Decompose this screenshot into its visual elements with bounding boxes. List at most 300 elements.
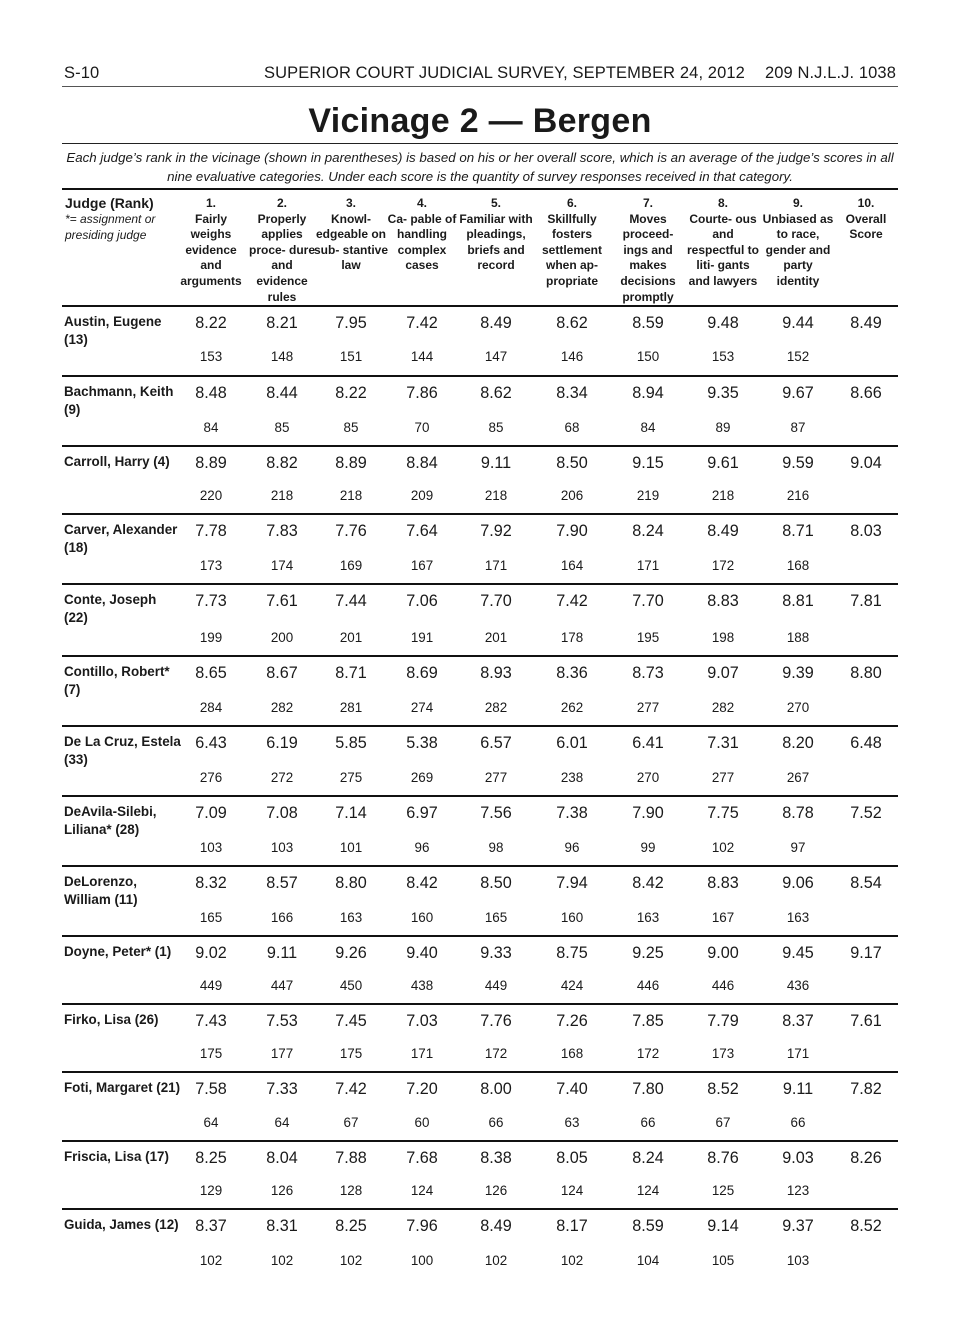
response-count: 163 (636, 910, 660, 925)
response-count: 198 (711, 630, 735, 645)
score-cell: 7.53 (266, 1012, 298, 1030)
score-cell: 8.69 (406, 664, 438, 682)
score-cell: 9.33 (480, 944, 512, 962)
score-cell: 9.44 (782, 314, 814, 332)
column-header (829, 196, 903, 243)
response-count: 277 (711, 770, 735, 785)
response-count: 152 (786, 349, 810, 364)
response-count: 102 (339, 1253, 363, 1268)
response-count: 153 (711, 349, 735, 364)
judge-name: Conte, Joseph (22) (64, 592, 157, 625)
intro-paragraph: Each judge’s rank in the vicinage (shown in parentheses) is based on his or her overall score, which is an average of the judge’s scores in all nine evaluative categories. Under each score is the quantity of survey responses received in that category. (66, 150, 894, 184)
response-count: 70 (414, 420, 430, 435)
response-count: 67 (343, 1115, 359, 1130)
response-count: 147 (484, 349, 508, 364)
column-label: Overall Score (845, 211, 887, 242)
response-count: 218 (270, 488, 294, 503)
response-count: 97 (790, 840, 806, 855)
response-count: 270 (786, 700, 810, 715)
table-row (62, 937, 898, 1005)
column-label: Ca- pable of handling complex cases (387, 211, 457, 273)
score-cell: 8.48 (195, 384, 227, 402)
response-count: 436 (786, 978, 810, 993)
score-cell: 7.78 (195, 522, 227, 540)
response-count: 165 (199, 910, 223, 925)
score-cell: 8.24 (632, 1149, 664, 1167)
score-cell: 8.76 (707, 1149, 739, 1167)
judge-name: Austin, Eugene (13) (64, 314, 162, 347)
column-label: Moves proceed- ings and makes decisions promptly (620, 211, 676, 304)
response-count: 167 (410, 558, 434, 573)
response-count: 424 (560, 978, 584, 993)
score-cell: 8.62 (480, 384, 512, 402)
response-count: 102 (484, 1253, 508, 1268)
response-count: 164 (560, 558, 584, 573)
response-count: 277 (484, 770, 508, 785)
score-cell: 8.83 (707, 874, 739, 892)
score-cell: 8.20 (782, 734, 814, 752)
score-cell: 8.05 (556, 1149, 588, 1167)
score-cell: 6.01 (556, 734, 588, 752)
column-label: Skillfully fosters settlement when ap- propriate (541, 211, 603, 288)
score-cell: 8.44 (266, 384, 298, 402)
score-cell: 6.43 (195, 734, 227, 752)
score-cell: 7.68 (406, 1149, 438, 1167)
score-cell: 8.57 (266, 874, 298, 892)
score-cell: 7.20 (406, 1080, 438, 1098)
response-count: 102 (711, 840, 735, 855)
judge-name: DeAvila-Silebi, Liliana* (28) (64, 804, 157, 837)
response-count: 175 (339, 1046, 363, 1061)
response-count: 89 (715, 420, 731, 435)
response-count: 218 (484, 488, 508, 503)
response-count: 284 (199, 700, 223, 715)
column-label: Unbiased as to race, gender and party identity (762, 211, 834, 288)
score-cell: 8.42 (632, 874, 664, 892)
response-count: 146 (560, 349, 584, 364)
judge-name: Doyne, Peter* (1) (64, 944, 172, 959)
score-cell: 6.57 (480, 734, 512, 752)
score-cell: 7.33 (266, 1080, 298, 1098)
response-count: 96 (564, 840, 580, 855)
overall-score: 8.54 (850, 874, 882, 892)
overall-score: 8.49 (850, 314, 882, 332)
score-cell: 8.25 (195, 1149, 227, 1167)
score-cell: 8.93 (480, 664, 512, 682)
judge-name: Friscia, Lisa (17) (64, 1149, 169, 1164)
table-row (62, 515, 898, 585)
response-count: 129 (199, 1183, 223, 1198)
score-cell: 7.70 (480, 592, 512, 610)
column-number: 3. (345, 196, 356, 210)
response-count: 172 (484, 1046, 508, 1061)
judge-name: Bachmann, Keith (9) (64, 384, 174, 417)
response-count: 151 (339, 349, 363, 364)
score-cell: 9.03 (782, 1149, 814, 1167)
column-number: 2. (276, 196, 287, 210)
response-count: 262 (560, 700, 584, 715)
score-cell: 8.00 (480, 1080, 512, 1098)
overall-score: 6.48 (850, 734, 882, 752)
score-cell: 7.09 (195, 804, 227, 822)
score-cell: 7.43 (195, 1012, 227, 1030)
response-count: 160 (410, 910, 434, 925)
response-count: 126 (484, 1183, 508, 1198)
score-cell: 8.82 (266, 454, 298, 472)
table-row (62, 307, 898, 377)
response-count: 67 (715, 1115, 731, 1130)
score-cell: 7.64 (406, 522, 438, 540)
score-cell: 9.14 (707, 1217, 739, 1235)
response-count: 209 (410, 488, 434, 503)
overall-score: 8.52 (850, 1217, 882, 1235)
response-count: 175 (199, 1046, 223, 1061)
response-count: 126 (270, 1183, 294, 1198)
column-label: Properly applies proce- dure and evidence rules (248, 211, 315, 304)
score-cell: 7.75 (707, 804, 739, 822)
score-cell: 7.26 (556, 1012, 588, 1030)
score-cell: 7.06 (406, 592, 438, 610)
score-cell: 8.62 (556, 314, 588, 332)
column-label: Fairly weighs evidence and arguments (180, 211, 242, 288)
response-count: 150 (636, 349, 660, 364)
response-count: 282 (711, 700, 735, 715)
response-count: 169 (339, 558, 363, 573)
column-header (686, 196, 760, 290)
judge-name: Firko, Lisa (26) (64, 1012, 159, 1027)
column-number: 7. (642, 196, 653, 210)
response-count: 64 (274, 1115, 290, 1130)
response-count: 173 (199, 558, 223, 573)
response-count: 148 (270, 349, 294, 364)
response-count: 66 (790, 1115, 806, 1130)
response-count: 87 (790, 420, 806, 435)
score-cell: 8.34 (556, 384, 588, 402)
response-count: 98 (488, 840, 504, 855)
score-cell: 8.42 (406, 874, 438, 892)
publication-line: SUPERIOR COURT JUDICIAL SURVEY, SEPTEMBER 24, 2012 (264, 64, 745, 82)
score-cell: 9.11 (266, 944, 298, 962)
score-cell: 6.19 (266, 734, 298, 752)
score-cell: 8.04 (266, 1149, 298, 1167)
score-cell: 8.89 (335, 454, 367, 472)
score-cell: 8.22 (195, 314, 227, 332)
judge-name: Contillo, Robert* (7) (64, 664, 170, 697)
column-number: 9. (792, 196, 803, 210)
response-count: 160 (560, 910, 584, 925)
response-count: 163 (339, 910, 363, 925)
score-cell: 7.58 (195, 1080, 227, 1098)
score-cell: 8.59 (632, 314, 664, 332)
response-count: 200 (270, 630, 294, 645)
response-count: 103 (199, 840, 223, 855)
score-cell: 9.59 (782, 454, 814, 472)
column-number: 6. (566, 196, 577, 210)
response-count: 206 (560, 488, 584, 503)
response-count: 219 (636, 488, 660, 503)
score-cell: 8.65 (195, 664, 227, 682)
response-count: 446 (636, 978, 660, 993)
response-count: 191 (410, 630, 434, 645)
response-count: 171 (484, 558, 508, 573)
column-number: 8. (717, 196, 728, 210)
response-count: 105 (711, 1253, 735, 1268)
response-count: 218 (711, 488, 735, 503)
score-cell: 9.00 (707, 944, 739, 962)
score-cell: 8.94 (632, 384, 664, 402)
score-cell: 7.42 (556, 592, 588, 610)
response-count: 128 (339, 1183, 363, 1198)
overall-score: 8.26 (850, 1149, 882, 1167)
table-row (62, 585, 898, 657)
response-count: 195 (636, 630, 660, 645)
score-cell: 8.32 (195, 874, 227, 892)
response-count: 281 (339, 700, 363, 715)
score-cell: 8.80 (335, 874, 367, 892)
score-cell: 7.40 (556, 1080, 588, 1098)
score-cell: 7.61 (266, 592, 298, 610)
score-cell: 9.25 (632, 944, 664, 962)
judge-name: Guida, James (12) (64, 1217, 179, 1232)
score-cell: 9.40 (406, 944, 438, 962)
score-cell: 7.56 (480, 804, 512, 822)
table-row (62, 1210, 898, 1278)
score-cell: 7.73 (195, 592, 227, 610)
score-cell: 7.79 (707, 1012, 739, 1030)
response-count: 272 (270, 770, 294, 785)
column-header (314, 196, 388, 274)
score-cell: 7.42 (335, 1080, 367, 1098)
response-count: 446 (711, 978, 735, 993)
column-header (385, 196, 459, 274)
response-count: 166 (270, 910, 294, 925)
overall-score: 9.04 (850, 454, 882, 472)
score-cell: 9.61 (707, 454, 739, 472)
response-count: 124 (560, 1183, 584, 1198)
score-cell: 7.76 (480, 1012, 512, 1030)
score-cell: 5.38 (406, 734, 438, 752)
score-cell: 9.67 (782, 384, 814, 402)
score-cell: 9.11 (480, 454, 512, 472)
response-count: 125 (711, 1183, 735, 1198)
response-count: 99 (640, 840, 656, 855)
score-cell: 8.31 (266, 1217, 298, 1235)
page-title: Vicinage 2 — Bergen (308, 102, 652, 140)
score-cell: 7.95 (335, 314, 367, 332)
response-count: 178 (560, 630, 584, 645)
score-cell: 6.41 (632, 734, 664, 752)
judge-name: DeLorenzo, William (11) (64, 874, 138, 907)
response-count: 282 (484, 700, 508, 715)
response-count: 124 (636, 1183, 660, 1198)
response-count: 218 (339, 488, 363, 503)
response-count: 171 (636, 558, 660, 573)
score-cell: 8.81 (782, 592, 814, 610)
response-count: 102 (270, 1253, 294, 1268)
score-cell: 8.73 (632, 664, 664, 682)
judge-column-header (65, 195, 180, 243)
score-cell: 9.26 (335, 944, 367, 962)
table-row (62, 657, 898, 727)
table-row (62, 797, 898, 867)
score-cell: 8.37 (782, 1012, 814, 1030)
response-count: 123 (786, 1183, 810, 1198)
score-cell: 9.07 (707, 664, 739, 682)
score-cell: 5.85 (335, 734, 367, 752)
column-header (459, 196, 533, 274)
response-count: 64 (203, 1115, 219, 1130)
score-cell: 7.44 (335, 592, 367, 610)
overall-score: 7.82 (850, 1080, 882, 1098)
response-count: 450 (339, 978, 363, 993)
response-count: 177 (270, 1046, 294, 1061)
table-header (62, 190, 898, 307)
score-cell: 7.76 (335, 522, 367, 540)
judge-name: De La Cruz, Estela (33) (64, 734, 181, 767)
judge-name: Foti, Margaret (21) (64, 1080, 181, 1095)
score-cell: 8.49 (480, 314, 512, 332)
score-cell: 7.80 (632, 1080, 664, 1098)
overall-score: 7.61 (850, 1012, 882, 1030)
response-count: 100 (410, 1253, 434, 1268)
score-cell: 8.71 (335, 664, 367, 682)
score-cell: 8.49 (480, 1217, 512, 1235)
response-count: 144 (410, 349, 434, 364)
score-cell: 8.71 (782, 522, 814, 540)
overall-score: 8.66 (850, 384, 882, 402)
column-number: 4. (416, 196, 427, 210)
score-cell: 7.83 (266, 522, 298, 540)
score-cell: 7.42 (406, 314, 438, 332)
score-cell: 8.50 (480, 874, 512, 892)
response-count: 220 (199, 488, 223, 503)
table-row (62, 867, 898, 937)
response-count: 153 (199, 349, 223, 364)
score-cell: 8.50 (556, 454, 588, 472)
response-count: 173 (711, 1046, 735, 1061)
citation: 209 N.J.L.J. 1038 (764, 64, 896, 82)
score-cell: 7.90 (556, 522, 588, 540)
response-count: 447 (270, 978, 294, 993)
score-cell: 7.70 (632, 592, 664, 610)
table-row (62, 1142, 898, 1210)
response-count: 60 (414, 1115, 430, 1130)
response-count: 188 (786, 630, 810, 645)
score-cell: 8.52 (707, 1080, 739, 1098)
page-number: S-10 (64, 64, 100, 82)
response-count: 172 (711, 558, 735, 573)
response-count: 267 (786, 770, 810, 785)
response-count: 167 (711, 910, 735, 925)
response-count: 84 (640, 420, 656, 435)
response-count: 168 (560, 1046, 584, 1061)
running-head (62, 58, 898, 87)
response-count: 276 (199, 770, 223, 785)
score-cell: 8.24 (632, 522, 664, 540)
response-count: 85 (488, 420, 504, 435)
response-count: 171 (786, 1046, 810, 1061)
score-cell: 8.36 (556, 664, 588, 682)
score-cell: 8.49 (707, 522, 739, 540)
response-count: 96 (414, 840, 430, 855)
score-cell: 7.90 (632, 804, 664, 822)
response-count: 199 (199, 630, 223, 645)
score-cell: 9.48 (707, 314, 739, 332)
score-cell: 9.45 (782, 944, 814, 962)
score-cell: 8.25 (335, 1217, 367, 1235)
score-cell: 9.35 (707, 384, 739, 402)
score-cell: 8.89 (195, 454, 227, 472)
score-cell: 8.84 (406, 454, 438, 472)
score-cell: 7.31 (707, 734, 739, 752)
response-count: 163 (786, 910, 810, 925)
response-count: 269 (410, 770, 434, 785)
score-cell: 8.22 (335, 384, 367, 402)
table-row (62, 1073, 898, 1142)
score-cell: 7.86 (406, 384, 438, 402)
score-cell: 8.17 (556, 1217, 588, 1235)
overall-score: 7.52 (850, 804, 882, 822)
response-count: 449 (199, 978, 223, 993)
response-count: 449 (484, 978, 508, 993)
response-count: 84 (203, 420, 219, 435)
response-count: 282 (270, 700, 294, 715)
scores-table (62, 190, 898, 1278)
response-count: 66 (488, 1115, 504, 1130)
response-count: 275 (339, 770, 363, 785)
table-body (62, 307, 898, 1278)
response-count: 270 (636, 770, 660, 785)
response-count: 124 (410, 1183, 434, 1198)
table-row (62, 447, 898, 515)
score-cell: 7.08 (266, 804, 298, 822)
response-count: 216 (786, 488, 810, 503)
response-count: 101 (339, 840, 363, 855)
column-header (245, 196, 319, 305)
column-header (535, 196, 609, 290)
column-number: 5. (490, 196, 501, 210)
response-count: 63 (564, 1115, 580, 1130)
score-cell: 7.38 (556, 804, 588, 822)
response-count: 201 (484, 630, 508, 645)
response-count: 171 (410, 1046, 434, 1061)
score-cell: 9.39 (782, 664, 814, 682)
column-label: Courte- ous and respectful to liti- gants and lawyers (686, 211, 759, 288)
score-cell: 7.14 (335, 804, 367, 822)
response-count: 103 (786, 1253, 810, 1268)
response-count: 165 (484, 910, 508, 925)
score-cell: 8.21 (266, 314, 298, 332)
score-cell: 7.96 (406, 1217, 438, 1235)
table-row (62, 1005, 898, 1073)
response-count: 201 (339, 630, 363, 645)
response-count: 438 (410, 978, 434, 993)
score-cell: 7.85 (632, 1012, 664, 1030)
score-cell: 9.37 (782, 1217, 814, 1235)
score-cell: 9.06 (782, 874, 814, 892)
column-header (174, 196, 248, 290)
column-number: 1. (205, 196, 216, 210)
score-cell: 9.02 (195, 944, 227, 962)
overall-score: 9.17 (850, 944, 882, 962)
response-count: 174 (270, 558, 294, 573)
score-cell: 9.11 (782, 1080, 814, 1098)
score-cell: 7.92 (480, 522, 512, 540)
column-header (761, 196, 835, 290)
response-count: 85 (274, 420, 290, 435)
response-count: 238 (560, 770, 584, 785)
score-cell: 8.75 (556, 944, 588, 962)
